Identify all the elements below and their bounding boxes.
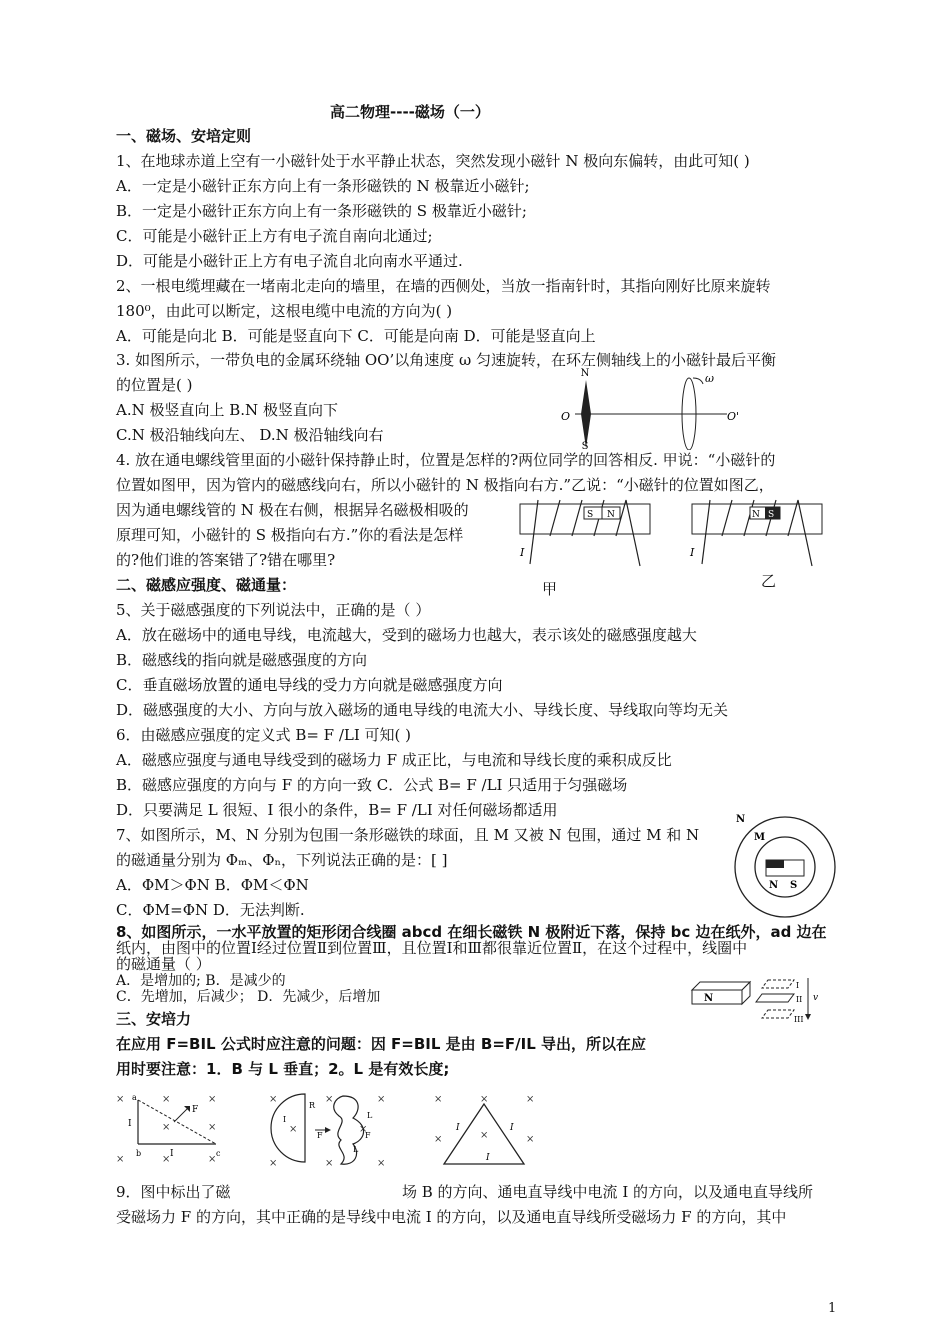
q1-stem: 1、在地球赤道上空有一小磁针处于水平静止状态，突然发现小磁针 N 极向东偏转，由此可知( ) [116,152,750,170]
q4-yi-n: N [752,510,760,520]
q8-label-pos2: II [796,995,803,1004]
q8-label-v: v [813,993,819,1003]
q1-option-a: A．一定是小磁针正东方向上有一条形磁铁的 N 极靠近小磁针; [116,177,530,195]
q5-stem: 5、关于磁感强度的下列说法中，正确的是（ ） [116,601,431,619]
label-c: c [216,1149,221,1158]
label-b: b [136,1149,142,1158]
q3-stem-line1: 3. 如图所示，一带负电的金属环绕轴 OO’以角速度 ω 匀速旋转，在环左侧轴线上的小磁针最后平衡 [116,351,776,369]
x-mark: × [162,1154,171,1165]
x-mark: × [162,1122,171,1133]
x-mark: × [208,1094,217,1105]
q8-magnet-figure [690,960,830,1024]
q8-line1: 8、如图所示，一水平放置的矩形闭合线圈 abcd 在细长磁铁 N 极附近下落，保持 bc 边在纸外，ad 边在 [116,923,827,941]
page-title: 高二物理----磁场（一） [330,103,490,121]
q8-line2: 纸内，由图中的位置Ⅰ经过位置Ⅱ到位置Ⅲ，且位置Ⅰ和Ⅲ都很靠近位置Ⅱ，在这个过程中，线圈中 [116,939,748,957]
q6-options-bc: B．磁感应强度的方向与 F 的方向一致 C．公式 B= F /LI 只适用于匀强磁场 [116,776,628,794]
q4-caption-yi: 乙 [761,572,777,590]
q5-option-a: A．放在磁场中的通电导线，电流越大，受到的磁场力也越大，表示该处的磁感强度越大 [116,626,697,644]
q3-label-s: S [581,441,589,450]
q4-line1: 4. 放在通电螺线管里面的小磁针保持静止时，位置是怎样的?两位同学的回答相反. 甲说：“小磁针的 [116,451,776,469]
q8-label-pos1: I [796,981,800,990]
q4-jia-s: S [587,510,594,520]
section-heading-3: 三、安培力 [116,1010,192,1028]
q3-options-ab: A.N 极竖直向上 B.N 极竖直向下 [116,401,338,419]
label-f: F [317,1131,323,1140]
q3-label-o: O [561,410,571,423]
q2-stem-line1: 2、一根电缆埋藏在一堵南北走向的墙里，在墙的西侧处，当放一指南针时，其指向刚好比原来旋转 [116,277,771,295]
q4-solenoid-jia [510,496,660,570]
x-mark: × [208,1122,217,1133]
label-i: I [283,1115,287,1124]
label-f: F [365,1131,371,1140]
x-mark: × [269,1158,278,1169]
label-r: R [309,1101,316,1110]
page-number: 1 [828,1301,837,1316]
label-i: I [486,1153,490,1163]
q9-line1-end: 场 B 的方向、通电直导线中电流 I 的方向，以及通电直导线所 [402,1183,814,1201]
q5-option-c: C．垂直磁场放置的通电导线的受力方向就是磁感强度方向 [116,676,503,694]
q7-label-outer-n: N [736,814,746,825]
q3-label-n: N [580,368,590,379]
x-mark: × [377,1158,386,1169]
q1-option-b: B．一定是小磁针正东方向上有一条形磁铁的 S 极靠近小磁针; [116,202,527,220]
q3-ring-figure [555,368,745,450]
q4-caption-jia: 甲 [542,580,558,598]
x-mark: × [359,1124,368,1135]
q1-option-d: D．可能是小磁针正上方有电子流自北向南水平通过. [116,252,463,270]
q4-yi-current: I [690,546,695,559]
x-mark: × [434,1094,443,1105]
q7-magnet-s: S [790,880,798,891]
q4-line5: 的?他们谁的答案错了?错在哪里? [116,551,336,569]
x-mark: × [116,1094,125,1105]
q9-line2: 受磁场力 F 的方向，其中正确的是导线中电流 I 的方向，以及通电直导线所受磁场力 F 的方向，其中 [116,1208,787,1226]
q8-options-cd: C．先增加，后减少； D．先减少，后增加 [116,989,381,1005]
q4-jia-current: I [520,546,525,559]
x-mark: × [434,1134,443,1145]
q4-jia-n: N [607,510,615,520]
q8-line3: 的磁通量（ ） [116,955,211,973]
x-mark: × [480,1130,489,1141]
q7-options-cd: C．ΦM=ΦN D．无法判断. [116,901,305,919]
q8-label-pos3: III [794,1015,804,1024]
q2-options: A．可能是向北 B．可能是竖直向下 C．可能是向南 D．可能是竖直向上 [116,327,596,345]
x-mark: × [269,1094,278,1105]
label-a: a [132,1093,137,1102]
q6-stem: 6．由磁感应强度的定义式 B= F /LI 可知( ) [116,726,412,744]
section-heading-2: 二、磁感应强度、磁通量： [116,576,297,594]
label-i: I [128,1119,132,1129]
q1-option-c: C．可能是小磁针正上方有电子流自南向北通过; [116,227,433,245]
q8-label-n: N [704,993,714,1004]
q9-figure-2 [265,1088,395,1170]
x-mark: × [208,1154,217,1165]
q7-magnet-n: N [769,880,779,891]
q4-line4: 原理可知，小磁针的 S 极指向右方.”你的看法是怎样 [116,526,464,544]
q9-figure-1 [112,1090,232,1168]
q6-option-d: D．只要满足 L 很短、I 很小的条件，B= F /LI 对任何磁场都适用 [116,801,558,819]
q4-line3: 因为通电螺线管的 N 极在右侧，根据异名磁极相吸的 [116,501,469,519]
label-l: L [367,1111,373,1120]
x-mark: × [480,1094,489,1105]
x-mark: × [162,1094,171,1105]
q3-label-o-prime: O' [727,410,740,423]
q9-figure-3 [430,1090,540,1172]
label-i: I [456,1123,460,1133]
x-mark: × [526,1134,535,1145]
q3-stem-line2: 的位置是( ) [116,376,193,394]
q3-options-cd: C.N 极沿轴线向左、 D.N 极沿轴线向右 [116,426,384,444]
q8-options-ab: A．是增加的; B．是减少的 [116,973,286,989]
section3-note-line2: 用时要注意：1．B 与 L 垂直；2。L 是有效长度; [116,1060,450,1078]
label-f: F [192,1105,199,1115]
x-mark: × [526,1094,535,1105]
x-mark: × [325,1158,334,1169]
section3-note-line1: 在应用 F=BIL 公式时应注意的问题：因 F=BIL 是由 B=F/IL 导出，所以在应 [116,1035,646,1053]
x-mark: × [289,1124,298,1135]
q7-sphere-figure [730,812,840,922]
q5-option-d: D．磁感强度的大小、方向与放入磁场的通电导线的电流大小、导线长度、导线取向等均无关 [116,701,729,719]
x-mark: × [325,1094,334,1105]
q7-line2: 的磁通量分别为 Φₘ、Φₙ，下列说法正确的是：[ ] [116,851,448,869]
q5-option-b: B．磁感线的指向就是磁感强度的方向 [116,651,368,669]
q7-options-ab: A．ΦM＞ΦN B．ΦM＜ΦN [116,876,309,894]
q6-option-a: A．磁感应强度与通电导线受到的磁场力 F 成正比，与电流和导线长度的乘积成反比 [116,751,672,769]
x-mark: × [377,1094,386,1105]
q7-line1: 7、如图所示，M、N 分别为包围一条形磁铁的球面，且 M 又被 N 包围，通过 M 和 N [116,826,700,844]
x-mark: × [116,1154,125,1165]
q2-stem-line2: 180⁰，由此可以断定，这根电缆中电流的方向为( ) [116,302,453,320]
q4-yi-s: S [768,510,775,520]
q9-line1-start: 9．图中标出了磁 [116,1183,231,1201]
q3-label-omega: ω [705,372,714,385]
section-heading-1: 一、磁场、安培定则 [116,127,252,145]
label-i: I [170,1149,174,1159]
q4-line2: 位置如图甲，因为管内的磁感线向右，所以小磁针的 N 极指向右方.”乙说：“小磁针的位置如图乙， [116,476,774,494]
q7-label-m: M [754,832,766,843]
label-l: L [353,1145,359,1154]
q4-solenoid-yi [682,496,832,570]
label-i: I [510,1123,514,1133]
